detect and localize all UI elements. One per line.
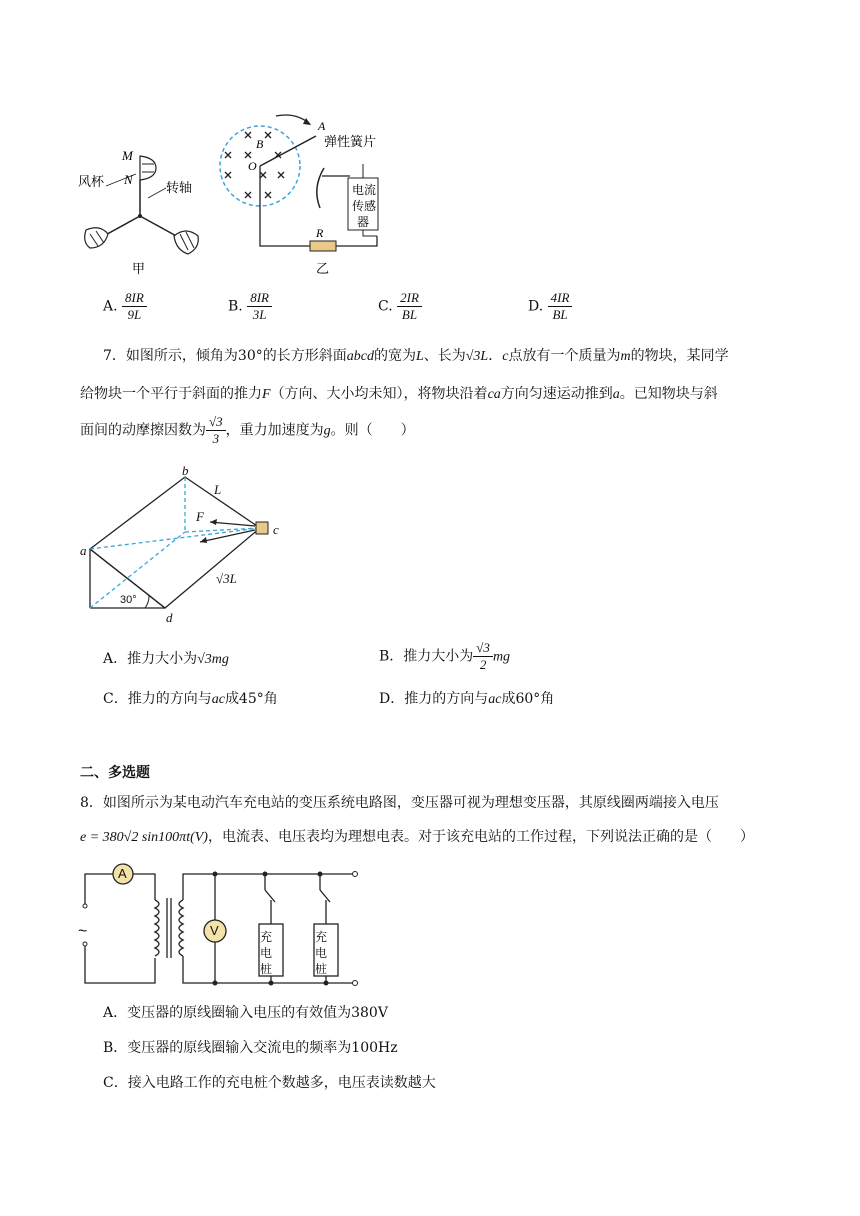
- q8-line-2: e = 380√2 sin100πt(V)，电流表、电压表均为理想电表。对于该充电站的工作过程，下列说法正确的是（ ）: [80, 829, 754, 845]
- sensor-line-1: 电流: [352, 183, 377, 197]
- q7-incline-figure: [75, 462, 295, 622]
- q7-label-c: c: [273, 522, 279, 537]
- label-M: M: [122, 148, 133, 163]
- label-axis: 转轴: [166, 180, 193, 195]
- q6-option-b-fraction: $\frac{8IR}{3L}$: [247, 290, 272, 323]
- label-B: B: [256, 137, 264, 151]
- q7-line-3: 面间的动摩擦因数为 $\frac{√3}{3}$ ，重力加速度为g。则（ ）: [80, 414, 415, 446]
- q8-option-b[interactable]: B．变压器的原线圈输入交流电的频率为100Hz: [103, 1040, 398, 1056]
- label-R: R: [316, 226, 324, 240]
- q7-option-b[interactable]: B．推力大小为 $\frac{√3}{2}$ mg: [379, 640, 511, 672]
- label-N: N: [124, 172, 133, 187]
- q6-option-a[interactable]: A. $\frac{8IR}{9L}$: [103, 290, 147, 323]
- q6-option-b[interactable]: B. $\frac{8IR}{3L}$: [228, 290, 272, 323]
- q7-label-b: b: [182, 463, 189, 478]
- ac-source-symbol: ~: [78, 923, 88, 940]
- label-wind-cup: 风杯: [78, 174, 105, 189]
- charging-pile-1-char-1: 充: [260, 930, 273, 944]
- sensor-line-3: 器: [357, 215, 370, 229]
- q7-option-a[interactable]: A．推力大小为√3mg: [103, 651, 229, 667]
- q6-option-d-fraction: $\frac{4IR}{BL}$: [548, 290, 573, 323]
- ammeter-label: A: [118, 866, 127, 881]
- label-O: O: [248, 159, 257, 173]
- q6-option-c-fraction: $\frac{2IR}{BL}$: [397, 290, 422, 323]
- q7-label-L: L: [214, 482, 222, 497]
- q7-line-2: 给物块一个平行于斜面的推力F（方向、大小均未知），将物块沿着ca方向匀速运动推到a。已知物块与斜: [80, 386, 718, 402]
- charging-pile-1-char-3: 桩: [260, 962, 273, 976]
- label-A: A: [318, 119, 326, 133]
- q6-option-c[interactable]: C. $\frac{2IR}{BL}$: [378, 290, 422, 323]
- sensor-line-2: 传感: [352, 199, 377, 213]
- q7-label-d: d: [166, 610, 173, 625]
- q7-option-d[interactable]: D．推力的方向与ac成60°角: [379, 691, 555, 707]
- charging-pile-2-char-2: 电: [315, 946, 328, 960]
- charging-pile-2-char-3: 桩: [315, 962, 328, 976]
- voltmeter-label: V: [210, 923, 219, 938]
- q7-line-1: 7．如图所示，倾角为30°的长方形斜面abcd的宽为L、长为√3L．c点放有一个质量为m的物块，某同学: [103, 348, 729, 364]
- q7-label-a: a: [80, 543, 87, 558]
- q6-option-d[interactable]: D. $\frac{4IR}{BL}$: [528, 290, 572, 323]
- q8-option-a[interactable]: A．变压器的原线圈输入电压的有效值为380V: [103, 1005, 388, 1021]
- q7-label-len: √3L: [216, 571, 237, 586]
- wind-cup-diagram: [85, 156, 199, 254]
- charging-pile-2-char-1: 充: [315, 930, 328, 944]
- label-spring: 弹性簧片: [324, 134, 377, 149]
- q7-label-angle: 30°: [120, 594, 137, 606]
- caption-yi: 乙: [316, 261, 330, 276]
- q8-option-c[interactable]: C．接入电路工作的充电桩个数越多，电压表读数越大: [103, 1075, 436, 1091]
- charging-pile-1-char-2: 电: [260, 946, 273, 960]
- section-title-multiple-choice: 二、多选题: [80, 765, 150, 781]
- q8-line-1: 8．如图所示为某电动汽车充电站的变压系统电路图，变压器可视为理想变压器，其原线圈两端接入电压: [80, 795, 719, 811]
- q7-option-c[interactable]: C．推力的方向与ac成45°角: [103, 691, 278, 707]
- caption-jia: 甲: [132, 261, 146, 276]
- q7-mu-fraction: $\frac{√3}{3}$: [206, 414, 226, 447]
- q7-label-F: F: [196, 509, 204, 524]
- q6-option-a-fraction: $\frac{8IR}{9L}$: [122, 290, 147, 323]
- q6-figure: [70, 108, 410, 283]
